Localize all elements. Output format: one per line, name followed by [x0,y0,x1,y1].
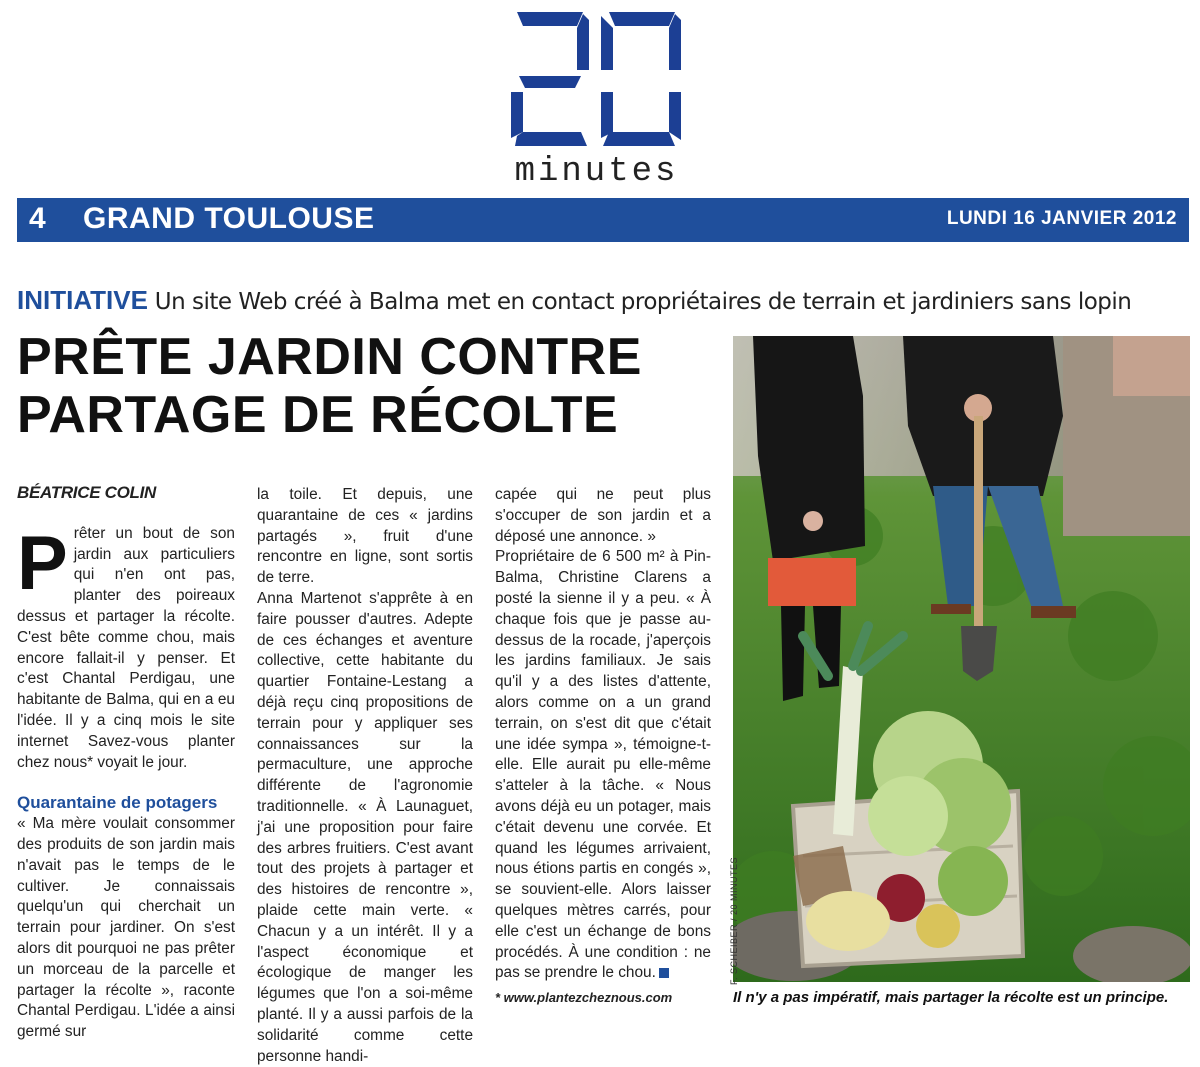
article-column-1 [17,483,235,1043]
article-column-3 [495,485,711,1009]
byline: BÉATRICE COLIN [17,483,157,502]
closing-text: Propriétaire de 6 500 m² à Pin-Balma, Christine Clarens a posté la sienne il y a peu. « À chaque fois que je passe au-dessus de la rocade, j'aperçois les jardins familiaux. Je sais qu'il y a des listes d'attente, alors comme on a un grand terrain, on s'est dit que c'était une idée sympa », témoigne-t-elle. Elle aurait pu elle-même s'atteler à la tâche. « Nous avons déjà eu un potager, mais c'était devenu une corvée. Et quand les légumes arrivaient, nous étions partis en congés », se souvient-elle. Alors laisser quelques mètres carrés, pour elle c'est un échange de bons procédés. À une condition : ne pas se prendre le chou. [495,548,711,982]
kicker-text: Un site Web créé à Balma met en contact propriétaires de terrain et jardiniers sans lopin [147,289,1132,315]
headline: PRÊTE JARDIN CONTRE PARTAGE DE RÉCOLTE [17,328,642,444]
section-title: GRAND TOULOUSE [83,202,375,235]
footnote-url: * www.plantezcheznous.com [495,990,673,1006]
garden-photo-illustration [733,336,1190,982]
logo-20-digits [505,8,685,153]
end-mark-icon [659,968,669,978]
paragraph [495,547,711,984]
kicker-label: INITIATIVE [17,285,148,315]
lead-paragraph [17,520,235,774]
issue-date: LUNDI 16 JANVIER 2012 [946,208,1177,229]
photo-credit-text: F. SCHEIBER / 20 MINUTES [729,856,739,985]
page-number: 4 [29,202,46,235]
masthead-logo [505,8,685,190]
article-column-2 [257,485,473,1067]
paragraph: capée qui ne peut plus s'occuper de son jardin et a déposé une annonce. » [495,486,711,545]
section-bar [17,198,1189,242]
lead-text: rêter un bout de son jardin aux particuliers qui n'en ont pas, planter des poireaux dessus et partager la récolte. C'est bête comme chou, mais encore fallait-il y penser. Et c'est Chantal Perdigau, une habitante de Balma, qui en a eu l'idée. Il y a cinq mois le site internet Savez-vous planter chez nous* voyait le jour. [17,524,235,771]
photo-caption: Il n'y a pas impératif, mais partager la récolte est un principe. [733,989,1169,1006]
subheading: Quarantaine de potagers [17,793,218,813]
drop-cap: P [17,520,68,606]
logo-minutes-word: minutes [514,153,679,191]
paragraph: « Ma mère voulait consommer des produits de son jardin mais n'avait pas le temps de le cultiver. Je connaissais quelqu'un qui cherchait un terrain pour jardiner. On s'est alors dit pourquoi ne pas prêter un morceau de la parcelle et partager la récolte », raconte Chantal Perdigau. L'idée a ainsi germé sur [17,815,235,1041]
article-photo [733,336,1190,982]
kicker [17,284,1192,318]
paragraph: la toile. Et depuis, une quarantaine de ces « jardins partagés », fruit d'une rencontre en ligne, sont sortis de terre. [257,486,473,587]
paragraph: Anna Martenot s'apprête à en faire pousser d'autres. Adepte de ces échanges et aventure collective, cette habitante du quartier Fontaine-Lestang a déjà reçu cinq propositions de terrain pour y appliquer ses connaissances sur la permaculture, une approche différente de l'agronomie traditionnelle. « À Launaguet, j'ai une proposition pour faire des arbres fruitiers. C'est avant tout des projets à partager et des histoires de rencontre », plaide cette main verte. « Chacun y a un intérêt. Il y a l'aspect économique et écologique de manger les légumes que l'on a soi-même planté. Il y a aussi parfois de la solidarité comme cette personne handi- [257,589,473,1065]
photo-credit [718,856,739,985]
